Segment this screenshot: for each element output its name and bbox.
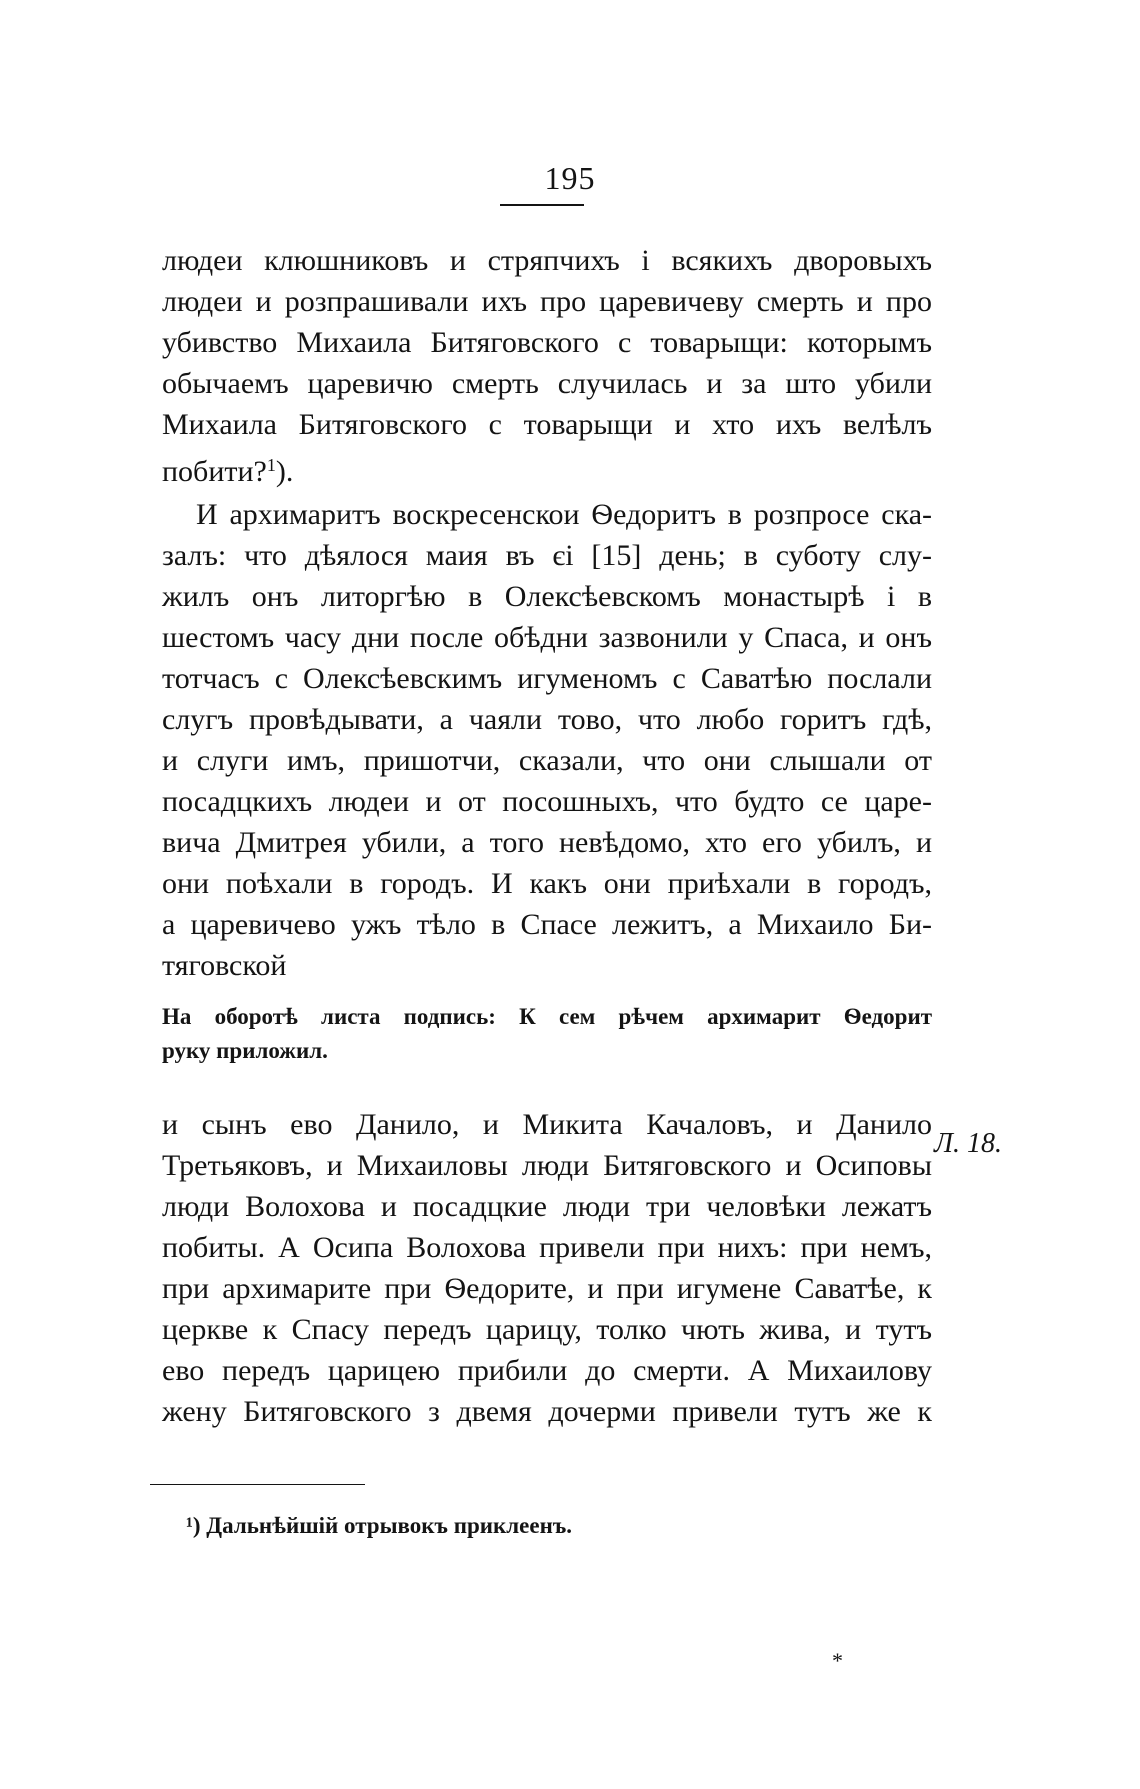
note-line: На оборотѣ листа подпись: К сем рѣчем архимарит Ѳедорит <box>162 1004 932 1029</box>
footnote: ¹) Дальнѣйшій отрывокъ приклеенъ. <box>186 1513 572 1538</box>
text-line: убивство Михаила Битяговского с товарыщи: которымъ <box>162 326 932 359</box>
note-line: руку приложил. <box>162 1038 328 1063</box>
text-line: и слуги имъ, пришотчи, сказали, что они слышали от <box>162 744 932 777</box>
paragraph-1 <box>162 240 932 445</box>
text-line: людеи и розпрашивали ихъ про царевичеву смерть и про <box>162 285 932 318</box>
text-line: люди Волохова и посадцкие люди три человѣки лежатъ <box>162 1190 932 1223</box>
footnote-rule <box>150 1484 365 1485</box>
text-line: церкве к Спасу передъ царицу, толко чють жива, и тутъ <box>162 1313 932 1346</box>
text-line: тотчасъ с Олексѣевскимъ игуменомъ с Саватѣю послали <box>162 662 932 695</box>
text-line: вича Дмитрея убили, а того невѣдомо, хто его убилъ, и <box>162 826 932 859</box>
text-line: залъ: что дѣялося маия въ єі [15] день; в суботу слу- <box>162 539 932 572</box>
page-number-rule <box>500 204 584 206</box>
text-line: Михаила Битяговского с товарыщи и хто ихъ велѣлъ <box>162 408 932 441</box>
editorial-note <box>162 1000 932 1068</box>
page-number: 195 <box>544 160 596 196</box>
body-text <box>162 240 932 1432</box>
asterisk-mark: * <box>832 1648 843 1673</box>
text-line: и сынъ ево Данило, и Микита Качаловъ, и Данило <box>162 1108 932 1141</box>
text-line: слугъ провѣдывати, а чаяли тово, что любо горитъ гдѣ, <box>162 703 932 736</box>
text-line: ево передъ царицею прибили до смерти. А Михаилову <box>162 1354 932 1387</box>
text-line: побиты. А Осипа Волохова привели при нихъ: при немъ, <box>162 1231 932 1264</box>
text-line: тяговской <box>162 949 287 982</box>
paragraph-1-last-text: побити? <box>162 455 267 488</box>
text-line: посадцкихъ людеи и от посошныхъ, что будто се царе- <box>162 785 932 818</box>
margin-folio-reference: Л. 18. <box>934 1128 1002 1159</box>
text-line: обычаемъ царевичю смерть случилась и за што убили <box>162 367 932 400</box>
footnote-marker: 1 <box>266 455 276 475</box>
text-line: а царевичево ужъ тѣло в Спасе лежитъ, а Михаило Би- <box>162 908 932 941</box>
text-line: жену Битяговского з двемя дочерми привели тутъ же к <box>162 1395 932 1428</box>
paragraph-1-close: ). <box>275 455 294 488</box>
paragraph-2 <box>162 494 932 986</box>
text-line: жилъ онъ литоргѣю в Олексѣевскомъ монастырѣ і в <box>162 580 932 613</box>
text-line: они поѣхали в городъ. И какъ они приѣхали в городъ, <box>162 867 932 900</box>
paragraph-3 <box>162 1104 932 1432</box>
text-line: Третьяковъ, и Михаиловы люди Битяговского и Осиповы <box>162 1149 932 1182</box>
text-line: И архимаритъ воскресенскои Ѳедоритъ в розпросе ска- <box>196 498 932 531</box>
paragraph-1-last-line <box>162 445 932 486</box>
text-line: при архимарите при Ѳедорите, и при игумене Саватѣе, к <box>162 1272 932 1305</box>
text-line: шестомъ часу дни после обѣдни зазвонили у Спаса, и онъ <box>162 621 932 654</box>
text-line: людеи клюшниковъ и стряпчихъ і всякихъ дворовыхъ <box>162 244 932 277</box>
